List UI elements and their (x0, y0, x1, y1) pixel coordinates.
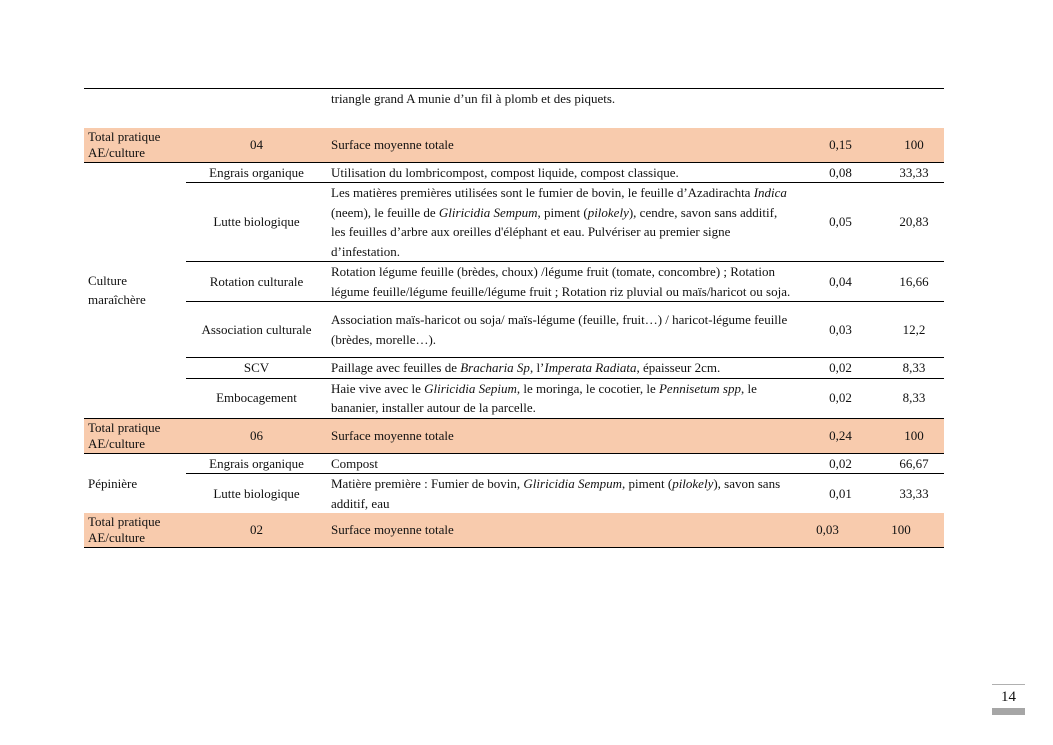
table-row-spacer (84, 109, 944, 128)
continuation-text: triangle grand A munie d’un fil à plomb et des piquets. (327, 89, 797, 109)
practice-description: Utilisation du lombricompost, compost liquide, compost classique. (327, 162, 797, 183)
table-row (84, 358, 944, 379)
total-row (84, 418, 944, 453)
practice-percent: 12,2 (884, 302, 944, 358)
practice-description: Association maïs-haricot ou soja/ maïs-légume (feuille, fruit…) / haricot-légume feuille (brèdes, morelle…). (327, 302, 797, 358)
practice-surface: 0,04 (797, 262, 884, 302)
practice-surface: 0,03 (797, 302, 884, 358)
practice-name: Engrais organique (186, 162, 327, 183)
document-page (84, 88, 944, 548)
total-label: Total pratique AE/culture (84, 128, 186, 163)
table-row (84, 474, 944, 514)
total-label: Total pratique AE/culture (84, 418, 186, 453)
table-row (84, 162, 944, 183)
practice-percent: 66,67 (884, 453, 944, 474)
practice-surface: 0,01 (829, 485, 852, 501)
total-row (84, 128, 944, 163)
practice-name: Engrais organique (186, 453, 327, 474)
practice-surface: 0,02 (797, 453, 884, 474)
culture-name: Pépinière (88, 475, 138, 491)
practice-name: Lutte biologique (213, 485, 300, 501)
table-row-continuation (84, 89, 944, 109)
practice-name: SCV (186, 358, 327, 379)
practice-description: Paillage avec feuilles de Bracharia Sp, l’Imperata Radiata, épaisseur 2cm. (327, 358, 797, 379)
total-surface: 0,24 (797, 418, 884, 453)
total-description: Surface moyenne totale (327, 513, 797, 548)
total-percent: 100 (884, 513, 944, 548)
table-row (84, 262, 944, 302)
page-number-bar (992, 708, 1025, 715)
total-count: 04 (186, 128, 327, 163)
practice-description: Haie vive avec le Gliricidia Sepium, le moringa, le cocotier, le Pennisetum spp, le bananier, installer autour de la parcelle. (327, 378, 797, 418)
table-row (84, 183, 944, 262)
practice-surface: 0,08 (797, 162, 884, 183)
page-number: 14 (992, 684, 1025, 709)
total-percent: 100 (884, 418, 944, 453)
practice-description: Compost (327, 453, 797, 474)
total-count: 02 (186, 513, 327, 548)
practices-table (84, 88, 944, 548)
culture-name: Culture maraîchère (84, 162, 186, 418)
table-row (84, 302, 944, 358)
total-row (84, 513, 944, 548)
practice-percent: 33,33 (884, 162, 944, 183)
practice-percent: 8,33 (884, 358, 944, 379)
total-percent: 100 (884, 128, 944, 163)
total-count: 06 (186, 418, 327, 453)
table-row (84, 378, 944, 418)
practice-percent: 33,33 (899, 485, 929, 501)
practice-surface: 0,02 (797, 378, 884, 418)
table-row (84, 453, 944, 474)
practice-surface: 0,05 (797, 183, 884, 262)
practice-percent: 20,83 (884, 183, 944, 262)
practice-percent: 16,66 (884, 262, 944, 302)
practice-description: Les matières premières utilisées sont le fumier de bovin, le feuille d’Azadirachta Indica (neem), le feuille de Gliricidia Sempum, piment (pilokely), cendre, savon sans additif, les feuilles d’arbre aux oreilles d'éléphant et eau. Pulvériser au premier signe d’infestation. (327, 183, 797, 262)
total-label: Total pratique AE/culture (84, 513, 186, 548)
practice-surface: 0,02 (797, 358, 884, 379)
total-surface: 0,03 (797, 513, 884, 548)
total-description: Surface moyenne totale (327, 418, 797, 453)
practice-description: Matière première : Fumier de bovin, Gliricidia Sempum, piment (pilokely), savon sans additif, eau (331, 476, 781, 511)
practice-description: Rotation légume feuille (brèdes, choux) /légume fruit (tomate, concombre) ; Rotation légume feuille/légume feuille/légume fruit ; Rotation riz pluvial ou maïs/haricot ou soja. (327, 262, 797, 302)
total-description: Surface moyenne totale (327, 128, 797, 163)
practice-percent: 8,33 (884, 378, 944, 418)
practice-name: Lutte biologique (186, 183, 327, 262)
practice-name: Rotation culturale (186, 262, 327, 302)
practice-name: Association culturale (186, 302, 327, 358)
practice-name: Embocagement (186, 378, 327, 418)
total-surface: 0,15 (797, 128, 884, 163)
